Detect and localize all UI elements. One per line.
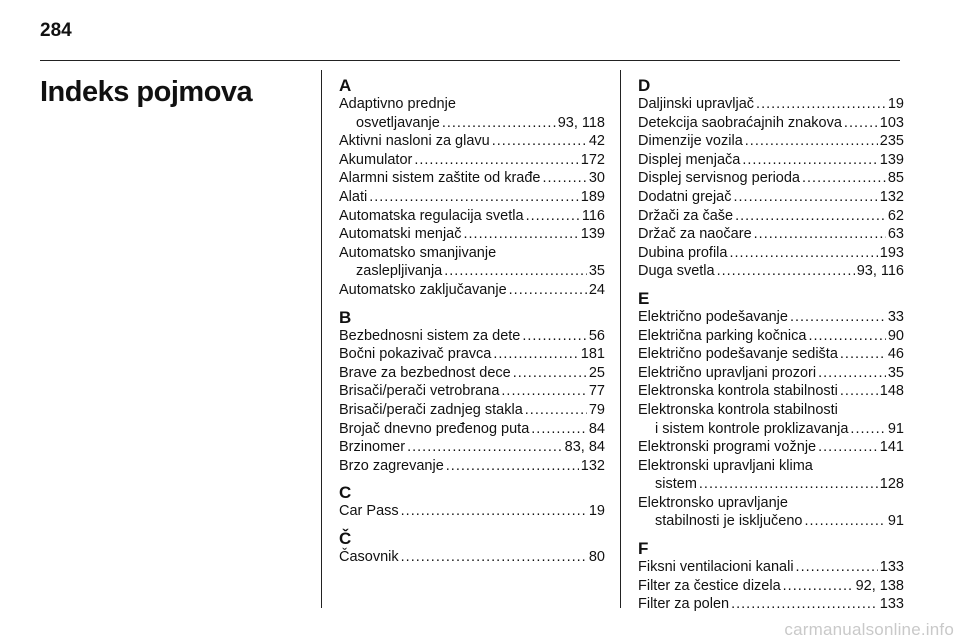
dot-leader xyxy=(493,345,578,364)
dot-leader xyxy=(844,114,878,133)
dot-leader xyxy=(531,420,587,439)
index-entry-term: Filter za polen xyxy=(638,596,730,613)
dot-leader xyxy=(818,364,886,383)
index-entry-term: Elektronski programi vožnje xyxy=(638,439,817,456)
index-entry-term: Brisači/perači vetrobrana xyxy=(339,383,500,400)
index-entry-term: Bezbednosni sistem za dete xyxy=(339,327,521,344)
index-entry xyxy=(638,114,904,133)
dot-leader xyxy=(790,308,886,327)
index-entry-pages: 181 xyxy=(580,346,605,363)
index-letter-heading: A xyxy=(339,76,352,95)
index-entry-term: Detekcija saobraćajnih znakova xyxy=(638,114,842,131)
dot-leader xyxy=(464,225,579,244)
index-entry-pages: 77 xyxy=(588,383,605,400)
index-entry-term: Daljinski upravljač xyxy=(638,96,755,112)
index-entry xyxy=(339,169,605,188)
dot-leader xyxy=(756,95,886,114)
index-entry xyxy=(638,169,904,188)
index-entry-pages: 24 xyxy=(588,281,605,298)
dot-leader xyxy=(442,114,556,133)
index-entry-term: Električno upravljani prozori xyxy=(638,364,817,381)
dot-leader xyxy=(717,262,855,281)
index-entry-pages: 83, 84 xyxy=(564,439,605,456)
index-entry-pages: 80 xyxy=(588,548,605,565)
column-divider xyxy=(321,70,322,608)
index-entry xyxy=(339,438,605,457)
dot-leader xyxy=(513,364,587,383)
index-entry xyxy=(339,457,605,476)
index-entry-pages: 62 xyxy=(887,207,904,224)
index-entry-pages: 35 xyxy=(588,263,605,280)
dot-leader xyxy=(840,382,878,401)
index-entry-head: Elektronski upravljani klima xyxy=(638,457,813,474)
index-entry xyxy=(339,151,605,170)
index-entry-pages: 25 xyxy=(588,364,605,381)
dot-leader xyxy=(731,595,878,614)
index-letter-heading: D xyxy=(638,76,651,95)
index-entry-term: Brzinomer xyxy=(339,439,406,456)
index-entry xyxy=(638,438,904,457)
index-entry-pages: 133 xyxy=(879,559,904,576)
index-entry xyxy=(339,207,605,226)
index-entry-pages: 79 xyxy=(588,401,605,418)
index-entry xyxy=(339,502,605,521)
index-entry-term: Bočni pokazivač pravca xyxy=(339,346,492,363)
index-entry xyxy=(638,364,904,383)
index-entry xyxy=(638,308,904,327)
dot-leader xyxy=(369,188,579,207)
dot-leader xyxy=(734,188,878,207)
index-entry-term: Alati xyxy=(339,188,368,205)
index-entry xyxy=(638,188,904,207)
dot-leader xyxy=(850,420,885,439)
index-entry xyxy=(339,262,605,281)
dot-leader xyxy=(818,438,878,457)
index-entry-pages: 141 xyxy=(879,439,904,456)
dot-leader xyxy=(840,345,886,364)
index-entry-term: Akumulator xyxy=(339,151,413,168)
index-entry-term: Automatsko zaključavanje xyxy=(339,281,507,298)
index-entry-pages: 42 xyxy=(588,133,605,150)
dot-leader xyxy=(735,207,886,226)
index-entry-pages: 128 xyxy=(879,476,904,493)
index-entry-pages: 172 xyxy=(580,151,605,168)
index-entry-pages: 133 xyxy=(879,596,904,613)
index-entry xyxy=(638,207,904,226)
index-entry-pages: 19 xyxy=(588,503,605,520)
index-entry-term: stabilnosti je isključeno xyxy=(655,513,803,530)
index-entry xyxy=(638,95,904,114)
index-entry-pages: 91 xyxy=(887,420,904,437)
index-entry-term: Brzo zagrevanje xyxy=(339,457,444,474)
dot-leader xyxy=(783,577,854,596)
index-entry-term: Časovnik xyxy=(339,548,399,565)
index-entry-term: Fiksni ventilacioni kanali xyxy=(638,559,794,576)
index-entry-term: Dubina profila xyxy=(638,244,728,261)
dot-leader xyxy=(699,475,878,494)
index-entry xyxy=(339,420,605,439)
index-entry xyxy=(638,262,904,281)
index-entry-head: Elektronska kontrola stabilnosti xyxy=(638,401,838,418)
index-entry xyxy=(339,401,605,420)
dot-leader xyxy=(754,225,886,244)
index-entry-pages: 30 xyxy=(588,170,605,187)
dot-leader xyxy=(509,281,587,300)
index-entry xyxy=(339,345,605,364)
index-entry xyxy=(638,420,904,439)
index-entry-term: Brisači/perači zadnjeg stakla xyxy=(339,401,523,418)
page-number: 284 xyxy=(40,20,72,41)
index-entry-pages: 116 xyxy=(581,207,605,224)
index-entry-term: Dimenzije vozila xyxy=(638,133,743,150)
index-entry xyxy=(339,281,605,300)
index-entry-term: Elektronska kontrola stabilnosti xyxy=(638,383,838,400)
index-entry-head: Adaptivno prednje xyxy=(339,96,456,112)
dot-leader xyxy=(742,151,877,170)
dot-leader xyxy=(542,169,586,188)
index-entry xyxy=(339,327,605,346)
index-entry-pages: 84 xyxy=(588,420,605,437)
dot-leader xyxy=(805,512,886,531)
index-entry-pages: 85 xyxy=(887,170,904,187)
dot-leader xyxy=(729,244,877,263)
index-entry-pages: 92, 138 xyxy=(855,577,904,594)
index-entry xyxy=(339,548,605,567)
index-entry-pages: 235 xyxy=(879,133,904,150)
index-entry xyxy=(339,114,605,133)
index-entry-term: Car Pass xyxy=(339,503,399,520)
index-entry-term: Displej servisnog perioda xyxy=(638,170,800,187)
index-entry-pages: 193 xyxy=(879,244,904,261)
index-letter-heading: Č xyxy=(339,528,352,548)
index-entry xyxy=(638,382,904,401)
index-letter-heading: B xyxy=(339,307,352,327)
index-entry-term: Dodatni grejač xyxy=(638,188,732,205)
dot-leader xyxy=(526,207,580,226)
index-entry-term: Filter za čestice dizela xyxy=(638,577,781,594)
dot-leader xyxy=(446,457,579,476)
index-entry-term: Duga svetla xyxy=(638,263,715,280)
column-divider xyxy=(620,70,621,608)
index-entry xyxy=(638,132,904,151)
index-entry-pages: 63 xyxy=(887,226,904,243)
dot-leader xyxy=(444,262,587,281)
index-entry xyxy=(638,244,904,263)
index-entry-pages: 35 xyxy=(887,364,904,381)
index-entry-term: osvetljavanje xyxy=(356,114,440,131)
section-title: Indeks pojmova xyxy=(40,76,253,108)
dot-leader xyxy=(414,151,578,170)
index-entry-term: Automatska regulacija svetla xyxy=(339,207,524,224)
index-column-2 xyxy=(638,76,904,614)
dot-leader xyxy=(525,401,587,420)
index-letter-heading: C xyxy=(339,483,352,503)
index-entry-pages: 139 xyxy=(879,151,904,168)
index-entry-term: i sistem kontrole proklizavanja xyxy=(655,420,849,437)
index-entry-term: Električna parking kočnica xyxy=(638,327,807,344)
dot-leader xyxy=(745,132,878,151)
index-entry-pages: 132 xyxy=(580,457,605,474)
index-entry-term: Displej menjača xyxy=(638,151,741,168)
dot-leader xyxy=(401,502,587,521)
index-entry-term: Automatski menjač xyxy=(339,226,462,243)
index-entry-term: Držač za naočare xyxy=(638,226,752,243)
index-entry-term: Električno podešavanje xyxy=(638,308,788,325)
index-entry-pages: 132 xyxy=(879,188,904,205)
index-entry-term: Brave za bezbednost dece xyxy=(339,364,511,381)
header-rule xyxy=(40,60,900,61)
index-entry xyxy=(638,345,904,364)
index-entry-term: Držači za čaše xyxy=(638,207,734,224)
index-entry xyxy=(339,364,605,383)
index-entry-term: Električno podešavanje sedišta xyxy=(638,346,838,363)
index-entry xyxy=(638,595,904,614)
index-entry-pages: 93, 116 xyxy=(856,263,904,280)
index-entry-term: Brojač dnevno pređenog puta xyxy=(339,420,530,437)
index-entry xyxy=(638,512,904,531)
index-entry xyxy=(638,327,904,346)
dot-leader xyxy=(501,382,586,401)
index-entry-pages: 46 xyxy=(887,346,904,363)
watermark: carmanualsonline.info xyxy=(784,620,954,639)
index-letter-heading: E xyxy=(638,288,650,308)
index-entry-pages: 91 xyxy=(887,513,904,530)
index-entry-pages: 148 xyxy=(879,383,904,400)
index-entry xyxy=(339,188,605,207)
index-entry-pages: 103 xyxy=(879,114,904,131)
index-entry-pages: 56 xyxy=(588,327,605,344)
index-entry xyxy=(339,132,605,151)
index-entry xyxy=(339,225,605,244)
index-entry xyxy=(638,225,904,244)
dot-leader xyxy=(796,558,878,577)
index-entry xyxy=(339,382,605,401)
index-entry-head: Automatsko smanjivanje xyxy=(339,244,497,261)
index-column-1 xyxy=(339,76,605,566)
index-entry-term: zaslepljivanja xyxy=(356,263,443,280)
index-entry-term: sistem xyxy=(655,476,697,493)
dot-leader xyxy=(808,327,885,346)
index-entry-pages: 139 xyxy=(580,226,605,243)
dot-leader xyxy=(401,548,587,567)
index-entry-head: Elektronsko upravljanje xyxy=(638,494,788,511)
index-entry-term: Aktivni nasloni za glavu xyxy=(339,133,490,150)
dot-leader xyxy=(492,132,587,151)
index-entry-pages: 189 xyxy=(580,188,605,205)
index-entry-pages: 93, 118 xyxy=(557,114,605,131)
index-entry xyxy=(638,151,904,170)
index-entry xyxy=(638,558,904,577)
index-entry-pages: 90 xyxy=(887,327,904,344)
dot-leader xyxy=(522,327,587,346)
index-entry xyxy=(638,475,904,494)
index-entry-pages: 19 xyxy=(887,96,904,112)
dot-leader xyxy=(407,438,563,457)
index-entry xyxy=(638,577,904,596)
index-entry-term: Alarmni sistem zaštite od krađe xyxy=(339,170,541,187)
index-entry-pages: 33 xyxy=(887,308,904,325)
index-letter-heading: F xyxy=(638,539,649,559)
dot-leader xyxy=(802,169,886,188)
